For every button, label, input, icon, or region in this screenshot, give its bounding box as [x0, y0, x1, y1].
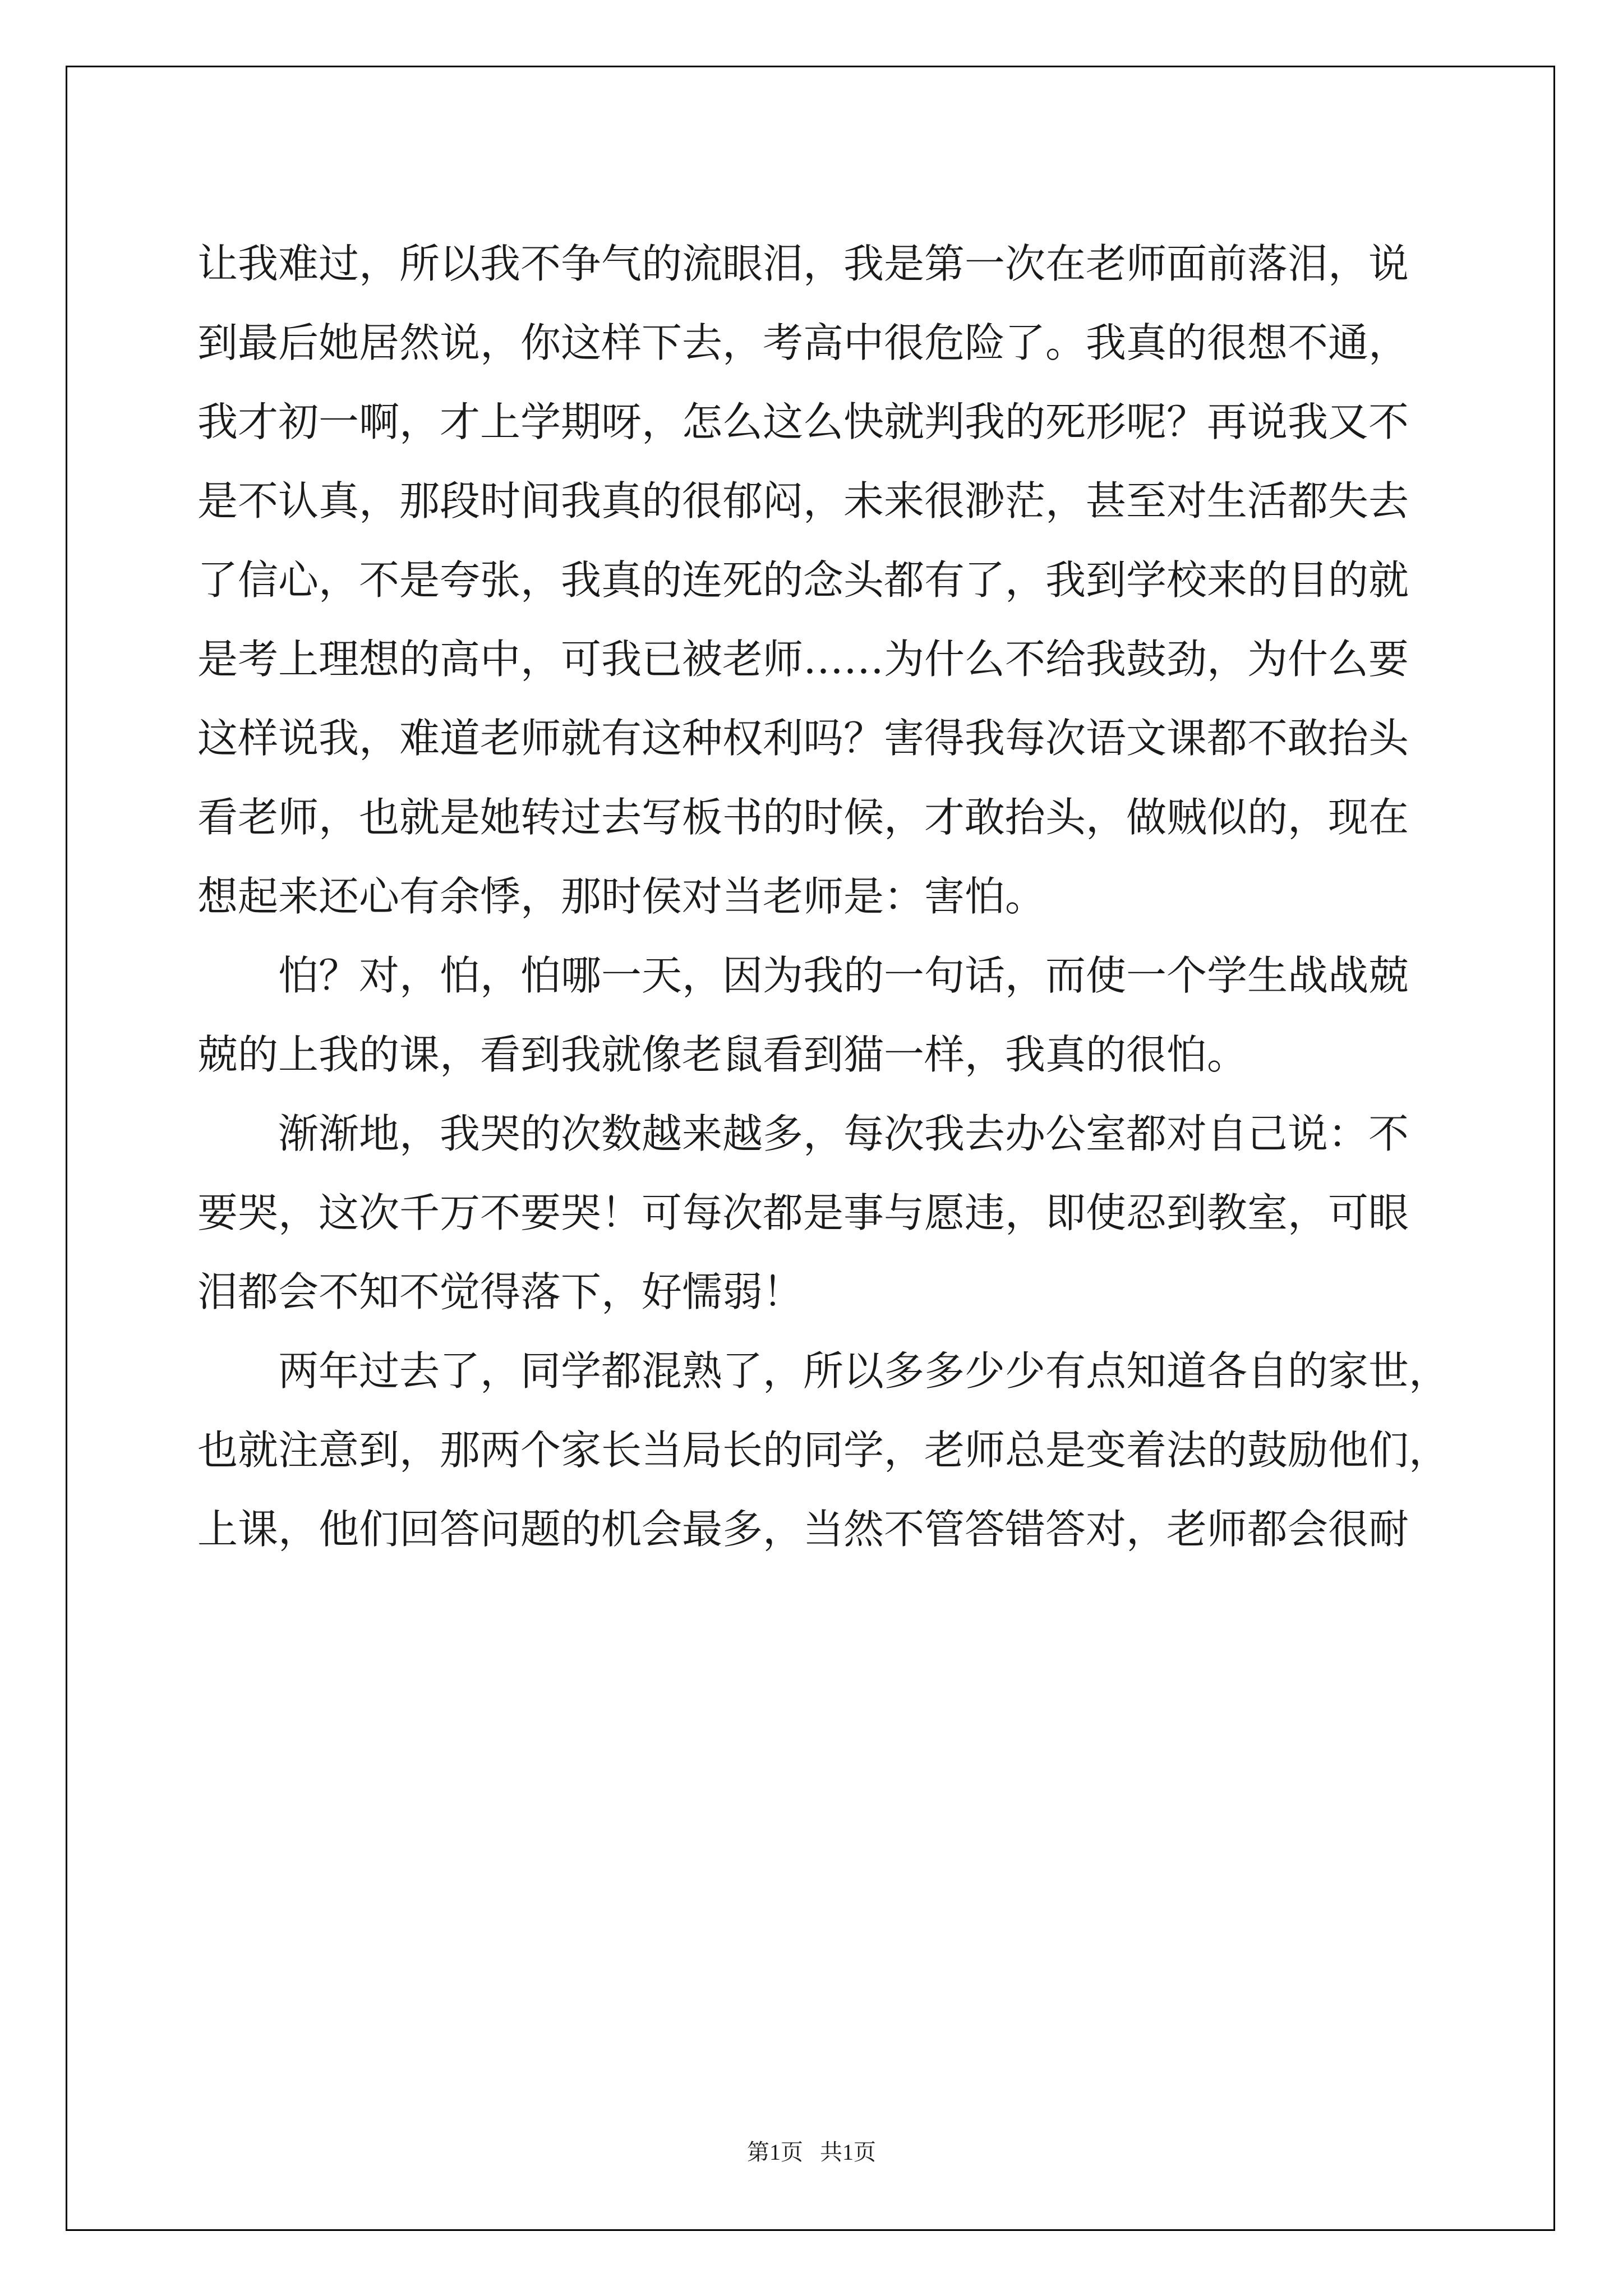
- text-line: 要哭，这次千万不要哭！可每次都是事与愿违，即使忍到教室，可眼: [197, 1189, 1409, 1236]
- paragraph-start-line: 怕？对，怕，怕哪一天，因为我的一句话，而使一个学生战战兢: [278, 952, 1409, 999]
- text-line: 想起来还心有余悸，那时侯对当老师是：害怕。: [197, 873, 1046, 920]
- text-line: 也就注意到，那两个家长当局长的同学，老师总是变着法的鼓励他们，: [197, 1427, 1450, 1474]
- text-line: 上课，他们回答问题的机会最多，当然不管答错答对，老师都会很耐: [197, 1506, 1409, 1553]
- text-line: 了信心，不是夸张，我真的连死的念头都有了，我到学校来的目的就: [197, 556, 1409, 604]
- text-line: 兢的上我的课，看到我就像老鼠看到猫一样，我真的很怕。: [197, 1031, 1248, 1078]
- text-line: 这样说我，难道老师就有这种权利吗？害得我每次语文课都不敢抬头: [197, 715, 1409, 762]
- paragraph-start-line: 渐渐地，我哭的次数越来越多，每次我去办公室都对自己说：不: [278, 1110, 1409, 1157]
- text-line: 泪都会不知不觉得落下，好懦弱！: [197, 1268, 804, 1315]
- document-body: [197, 224, 1450, 1569]
- text-line: 到最后她居然说，你这样下去，考高中很危险了。我真的很想不通，: [197, 319, 1409, 366]
- text-line: 让我难过，所以我不争气的流眼泪，我是第一次在老师面前落泪，说: [197, 240, 1409, 287]
- paragraph-start-line: 两年过去了，同学都混熟了，所以多多少少有点知道各自的家世，: [278, 1347, 1450, 1395]
- text-line: 是考上理想的高中，可我已被老师……为什么不给我鼓劲，为什么要: [197, 636, 1409, 683]
- text-line: 看老师，也就是她转过去写板书的时候，才敢抬头，做贼似的，现在: [197, 794, 1409, 841]
- text-line: 是不认真，那段时间我真的很郁闷，未来很渺茫，甚至对生活都失去: [197, 477, 1409, 524]
- page-number-footer: 第1页 共1页: [747, 2139, 876, 2165]
- text-line: 我才初一啊，才上学期呀，怎么这么快就判我的死形呢？再说我又不: [197, 398, 1409, 445]
